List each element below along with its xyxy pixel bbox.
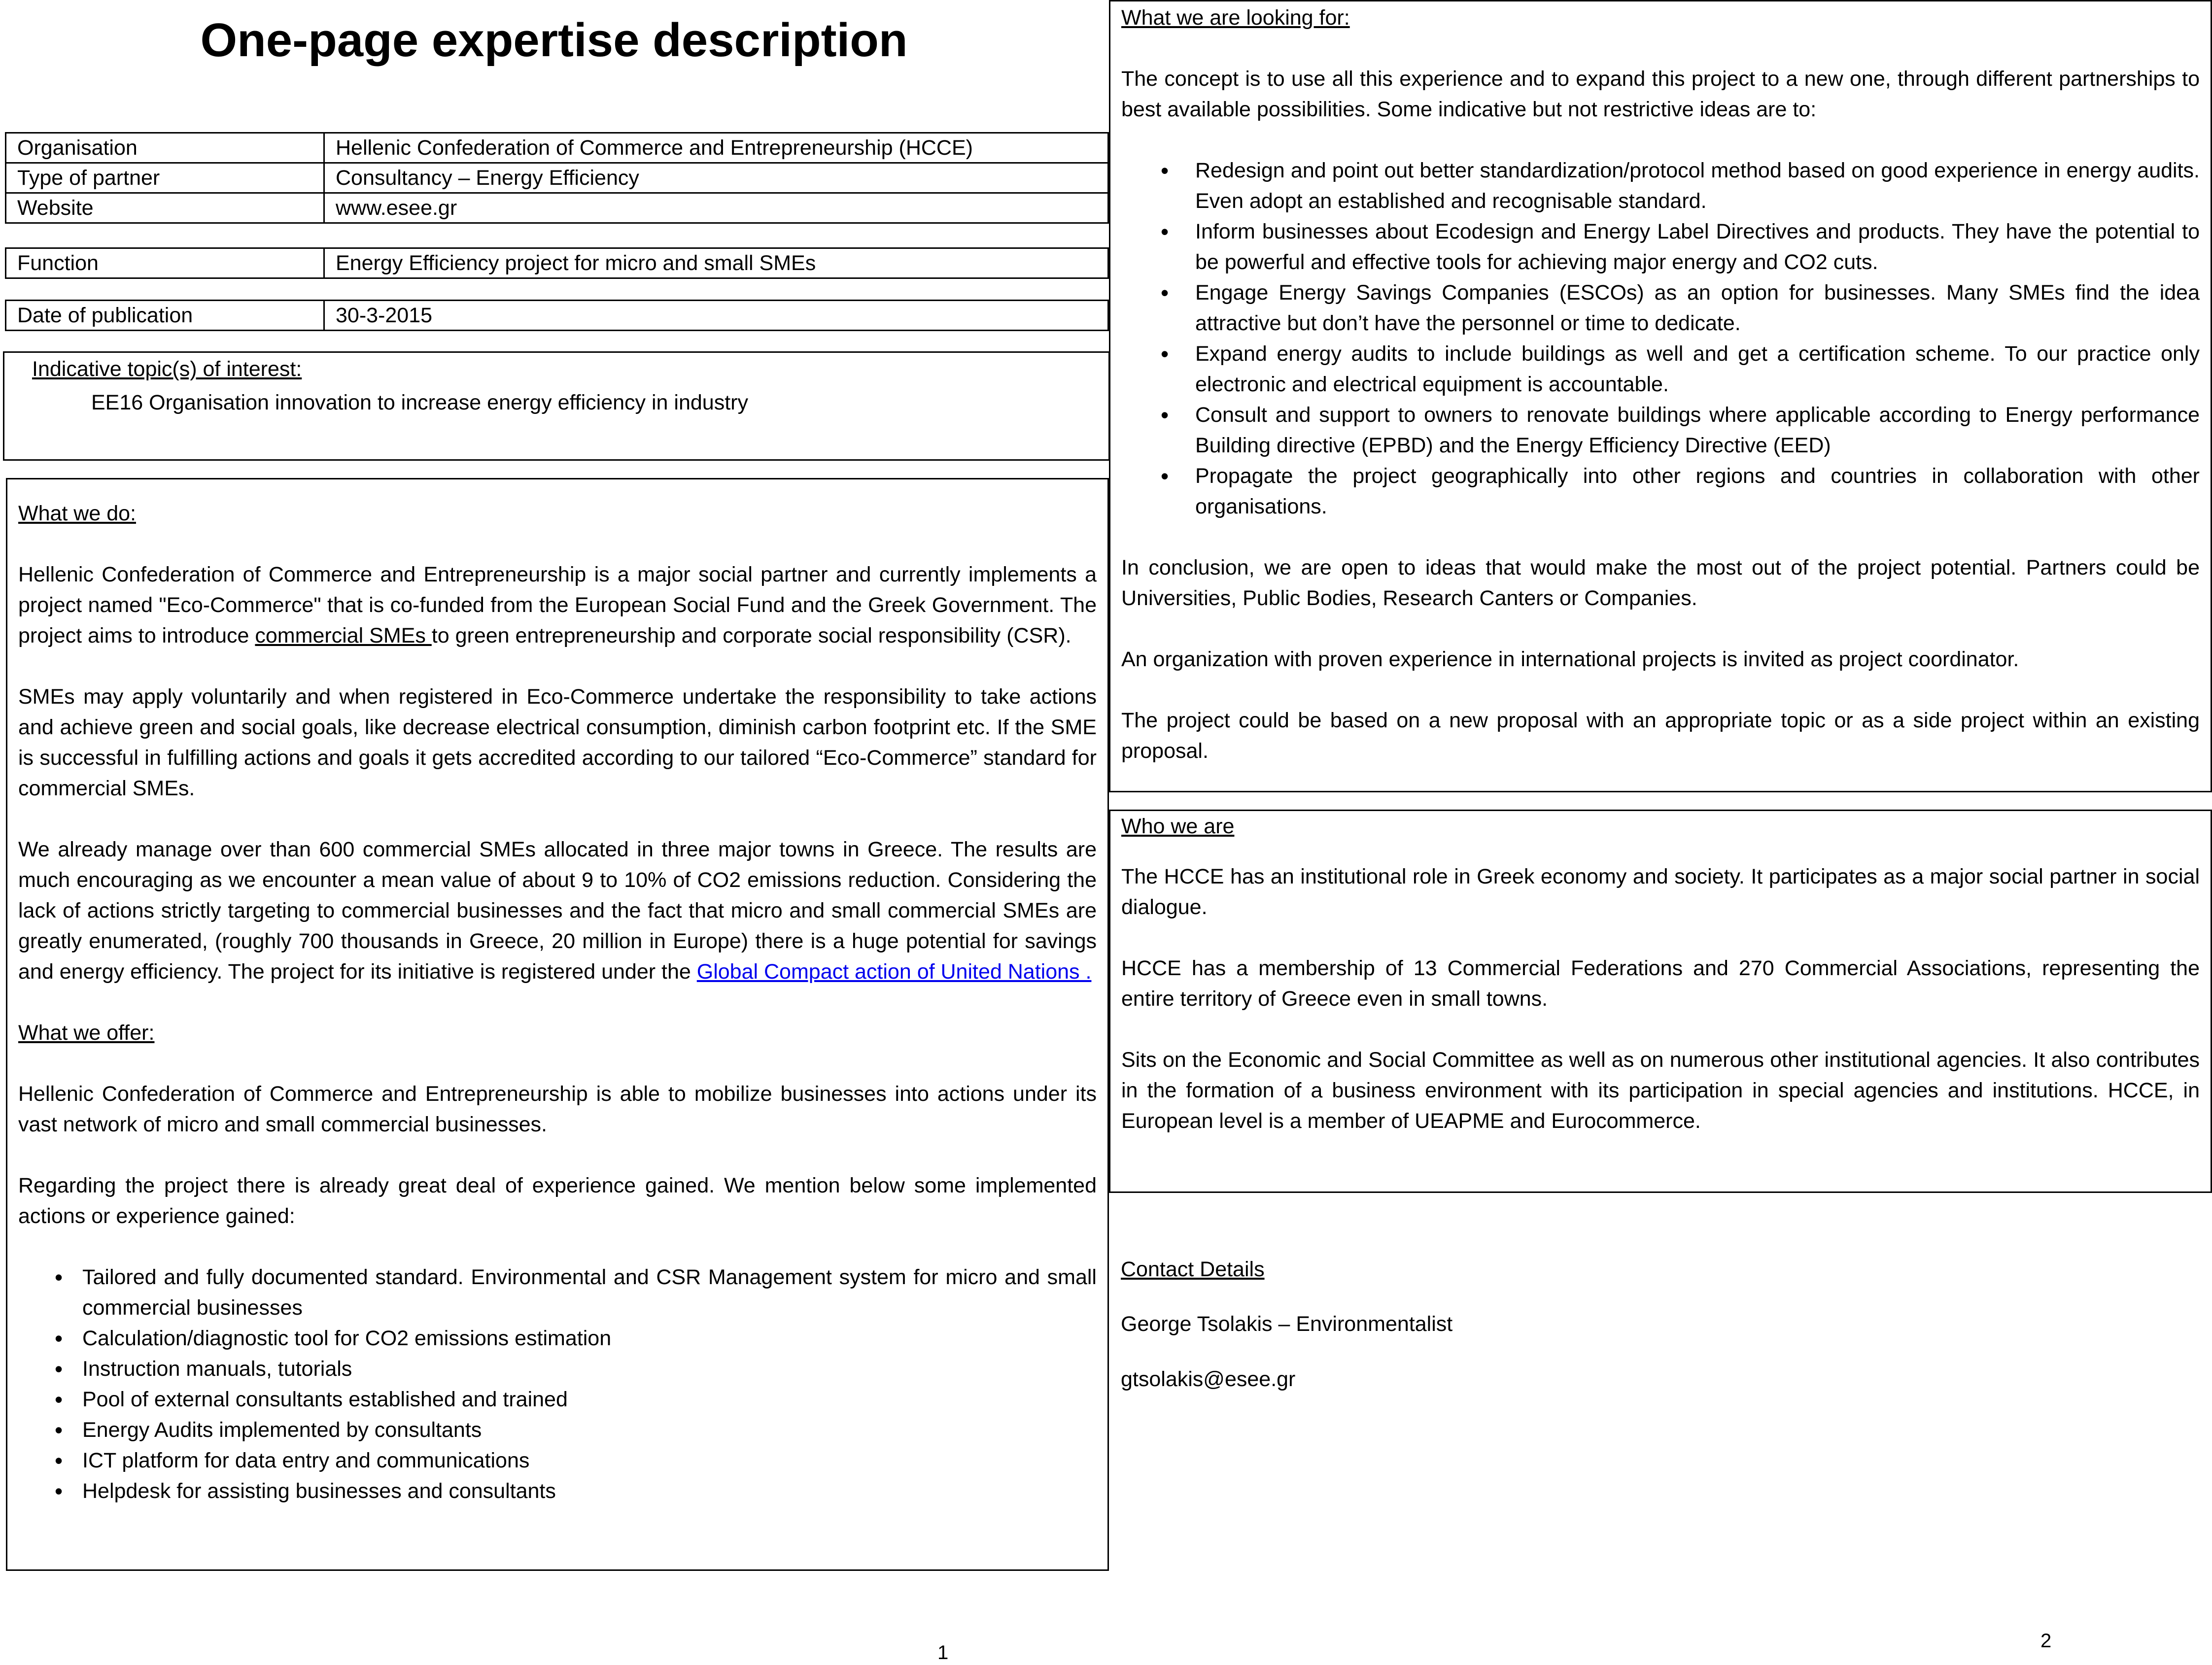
what-we-do-box: [6, 478, 1109, 1571]
topics-box: [3, 351, 1110, 461]
info-value: 30-3-2015: [324, 301, 1108, 331]
list-item: • Energy Audits implemented by consultants: [8, 1415, 1097, 1445]
list-item: • Redesign and point out better standardization/protocol method based on good experience in energy audits. Even adopt an established and recognisable standard.: [1121, 155, 2200, 216]
info-value: Consultancy – Energy Efficiency: [324, 163, 1108, 193]
what-we-offer-paragraph-2: Regarding the project there is already great deal of experience gained. We mention below some implemented actions or experience gained:: [18, 1174, 1097, 1228]
function-table: [5, 247, 1109, 279]
what-we-do-heading: What we do:: [18, 502, 136, 525]
page-number: 1: [937, 1642, 949, 1664]
page-title: One-page expertise description: [200, 14, 908, 67]
list-item: • Calculation/diagnostic tool for CO2 emissions estimation: [8, 1323, 1097, 1354]
info-label: Organisation: [6, 133, 324, 163]
list-item: • Tailored and fully documented standard. Environmental and CSR Management system for micro and small commercial businesses: [8, 1262, 1097, 1323]
organisation-info-table: [5, 132, 1109, 224]
global-compact-link[interactable]: Global Compact action of United Nations .: [696, 960, 1092, 984]
list-item: • Helpdesk for assisting businesses and consultants: [8, 1476, 1097, 1506]
what-we-offer-heading: What we offer:: [18, 1021, 155, 1045]
info-value: www.esee.gr: [324, 193, 1108, 223]
info-value: Hellenic Confederation of Commerce and Entrepreneurship (HCCE): [324, 133, 1108, 163]
who-we-are-box: [1109, 810, 2212, 1193]
info-row-organisation: [6, 133, 1108, 163]
commercial-smes-text: commercial SMEs: [255, 624, 432, 647]
what-we-do-paragraph-2: SMEs may apply voluntarily and when registered in Eco-Commerce undertake the responsibility to take actions and achieve green and social goals, like decrease electrical consumption, diminish carbon footprint etc. If the SME is successful in fulfilling actions and goals it gets accredited according to our tailored “Eco-Commerce” standard for commercial SMEs.: [18, 685, 1097, 800]
who-we-are-paragraph-3: Sits on the Economic and Social Committee as well as on numerous other institutional agencies. It also contributes in the formation of a business environment with its participation in special agencies and institutions. HCCE, in European level is a member of UEAPME and Eurocommerce.: [1121, 1048, 2200, 1133]
list-item: • Expand energy audits to include buildings as well and get a certification scheme. To our practice only electronic and electrical equipment is accountable.: [1121, 339, 2200, 400]
conclusion-paragraph: In conclusion, we are open to ideas that would make the most out of the project potential. Partners could be Universities, Public Bodies, Research Canters or Companies.: [1121, 556, 2200, 610]
list-item: • Inform businesses about Ecodesign and Energy Label Directives and products. They have the potential to be powerful and effective tools for achieving major energy and CO2 cuts.: [1121, 216, 2200, 277]
coordinator-paragraph: An organization with proven experience in international projects is invited as project coordinator.: [1121, 647, 2019, 671]
page-number: 2: [2040, 1630, 2052, 1652]
info-row-date-of-publication: [6, 301, 1108, 331]
info-value: Energy Efficiency project for micro and small SMEs: [324, 248, 1108, 278]
looking-for-heading: What we are looking for:: [1121, 6, 1350, 30]
proposal-paragraph: The project could be based on a new proposal with an appropriate topic or as a side project within an existing proposal.: [1121, 709, 2200, 763]
list-item: • Engage Energy Savings Companies (ESCOs) as an option for businesses. Many SMEs find the idea attractive but don’t have the personnel or time to dedicate.: [1121, 277, 2200, 339]
paragraph-text: to green entrepreneurship and corporate social responsibility (CSR).: [431, 624, 1071, 647]
ideas-list: [1121, 155, 2200, 522]
who-we-are-paragraph-1: The HCCE has an institutional role in Greek economy and society. It participates as a major social partner in social dialogue.: [1121, 865, 2200, 919]
paragraph-text: Hellenic Confederation of Commerce and Entrepreneurship is a major social partner and currently implements a project named "Eco-Commerce" that is co-funded from the European Social Fund and the Greek Government. The project aims to introduce: [18, 563, 1097, 647]
list-item: • Propagate the project geographically into other regions and countries in collaboration with other organisations.: [1121, 461, 2200, 522]
looking-for-box: [1109, 0, 2212, 792]
contact-heading: Contact Details: [1121, 1257, 1265, 1281]
experience-list: [8, 1262, 1097, 1506]
date-table: [5, 300, 1109, 331]
topics-heading: Indicative topic(s) of interest:: [32, 357, 302, 381]
topics-item: EE16 Organisation innovation to increase energy efficiency in industry: [91, 391, 748, 414]
list-item: • Instruction manuals, tutorials: [8, 1354, 1097, 1384]
info-label: Function: [6, 248, 324, 278]
who-we-are-heading: Who we are: [1121, 815, 1235, 838]
list-item: • Pool of external consultants established and trained: [8, 1384, 1097, 1415]
contact-name: George Tsolakis – Environmentalist: [1121, 1312, 1453, 1336]
info-row-website: [6, 193, 1108, 223]
info-row-type-of-partner: [6, 163, 1108, 193]
what-we-do-paragraph-1: [18, 559, 1097, 651]
what-we-offer-paragraph-1: Hellenic Confederation of Commerce and Entrepreneurship is able to mobilize businesses into actions under its vast network of micro and small commercial businesses.: [18, 1082, 1097, 1136]
looking-for-intro: The concept is to use all this experience and to expand this project to a new one, through different partnerships to best available possibilities. Some indicative but not restrictive ideas are to:: [1121, 67, 2200, 121]
list-item: • Consult and support to owners to renovate buildings where applicable according to Energy performance Building directive (EPBD) and the Energy Efficiency Directive (EED): [1121, 400, 2200, 461]
info-label: Website: [6, 193, 324, 223]
contact-email[interactable]: gtsolakis@esee.gr: [1121, 1367, 1296, 1391]
info-label: Type of partner: [6, 163, 324, 193]
who-we-are-paragraph-2: HCCE has a membership of 13 Commercial Federations and 270 Commercial Associations, representing the entire territory of Greece even in small towns.: [1121, 956, 2200, 1011]
what-we-do-paragraph-3: [18, 834, 1097, 987]
info-row-function: [6, 248, 1108, 278]
info-label: Date of publication: [6, 301, 324, 331]
list-item: • ICT platform for data entry and communications: [8, 1445, 1097, 1476]
paragraph-text: We already manage over than 600 commercial SMEs allocated in three major towns in Greece. The results are much encouraging as we encounter a mean value of about 9 to 10% of CO2 emissions reduction. Considering the lack of actions strictly targeting to commercial businesses and the fact that micro and small commercial SMEs are greatly enumerated, (roughly 700 thousands in Greece, 20 million in Europe) there is a huge potential for savings and energy efficiency. The project for its initiative is registered under the: [18, 838, 1097, 984]
